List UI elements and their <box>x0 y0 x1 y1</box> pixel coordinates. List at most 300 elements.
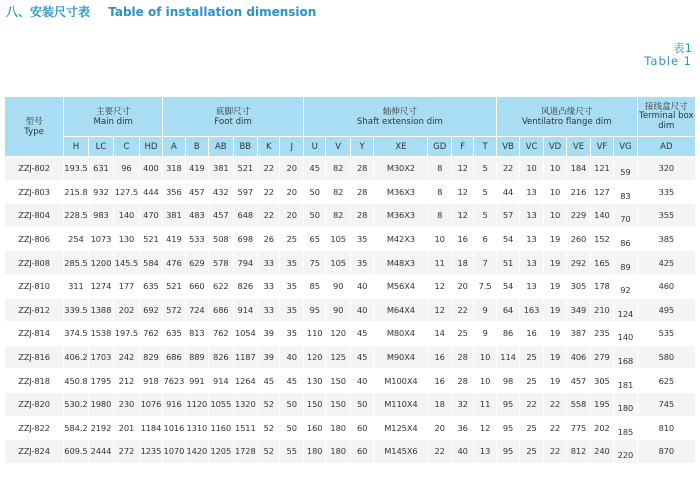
cell-lc: 1980 <box>88 392 114 416</box>
cell-f: 25 <box>451 322 473 346</box>
cell-y: 35 <box>350 227 373 251</box>
cell-u: 160 <box>303 416 325 440</box>
cell-t: 12 <box>474 416 496 440</box>
cell-ad: 425 <box>637 251 695 275</box>
cell-vg <box>614 157 638 181</box>
cell-v: 150 <box>326 392 350 416</box>
type-header-zh: 型号 <box>25 116 43 127</box>
cell-ve: 216 <box>567 180 590 204</box>
cell-gd: 11 <box>428 251 451 275</box>
cell-ad: 580 <box>637 345 695 369</box>
cell-gd: 12 <box>428 298 451 322</box>
cell-h: 450.8 <box>64 369 88 393</box>
cell-vg <box>614 274 638 298</box>
cell-vd: 19 <box>543 322 566 346</box>
column-header-row <box>5 137 696 157</box>
table-row <box>5 157 696 181</box>
cell-gd: 14 <box>428 322 451 346</box>
terminal-dim-header-en: Terminal box dim <box>639 111 694 131</box>
cell-bb: 698 <box>233 227 257 251</box>
column-header-lc: LC <box>88 137 114 157</box>
cell-u: 95 <box>303 298 325 322</box>
cell-k: 22 <box>258 180 280 204</box>
cell-c: 242 <box>114 345 140 369</box>
cell-t: 5 <box>474 180 496 204</box>
column-header-a: A <box>163 137 185 157</box>
cell-y: 45 <box>350 322 373 346</box>
cell-k: 39 <box>258 322 280 346</box>
cell-vd: 19 <box>543 369 566 393</box>
cell-vg-value: 220 <box>617 450 634 461</box>
cell-k: 22 <box>258 157 280 181</box>
cell-lc: 1795 <box>88 369 114 393</box>
cell-lc: 932 <box>88 180 114 204</box>
cell-gd: 18 <box>428 392 451 416</box>
cell-h: 584.2 <box>64 416 88 440</box>
cell-vg-value: 124 <box>617 308 634 319</box>
cell-vg-value: 89 <box>620 261 631 272</box>
cell-c: 197.5 <box>114 322 140 346</box>
cell-ab: 686 <box>209 298 233 322</box>
type-cell: ZZJ-808 <box>5 251 64 275</box>
cell-vc: 25 <box>520 416 543 440</box>
cell-a: 419 <box>163 227 185 251</box>
cell-c: 230 <box>114 392 140 416</box>
installation-dimension-table <box>4 96 696 464</box>
cell-hd: 635 <box>139 274 163 298</box>
cell-y: 28 <box>350 157 373 181</box>
table-row <box>5 322 696 346</box>
column-header-j: J <box>280 137 304 157</box>
cell-bb: 648 <box>233 204 257 228</box>
cell-f: 12 <box>451 180 473 204</box>
cell-hd: 521 <box>139 227 163 251</box>
cell-hd: 829 <box>139 345 163 369</box>
cell-xe: M125X4 <box>374 416 428 440</box>
cell-vc: 163 <box>520 298 543 322</box>
cell-lc: 2192 <box>88 416 114 440</box>
cell-ad: 745 <box>637 392 695 416</box>
column-header-xe: XE <box>374 137 428 157</box>
cell-ve: 184 <box>567 157 590 181</box>
cell-hd: 1235 <box>139 440 163 464</box>
cell-ab: 1055 <box>209 392 233 416</box>
type-header <box>5 97 64 157</box>
cell-v: 150 <box>326 369 350 393</box>
cell-hd: 762 <box>139 322 163 346</box>
cell-u: 180 <box>303 440 325 464</box>
cell-a: 7623 <box>163 369 185 393</box>
cell-k: 39 <box>258 345 280 369</box>
cell-u: 85 <box>303 274 325 298</box>
column-header-vf: VF <box>590 137 613 157</box>
cell-vb: 54 <box>496 274 519 298</box>
cell-b: 724 <box>185 298 208 322</box>
cell-f: 22 <box>451 298 473 322</box>
table-label-chinese: 表1 <box>673 41 692 55</box>
column-header-ab: AB <box>209 137 233 157</box>
cell-vf: 165 <box>590 251 613 275</box>
cell-j: 45 <box>280 369 304 393</box>
cell-ab: 1205 <box>209 440 233 464</box>
cell-vf: 240 <box>590 440 613 464</box>
cell-vg-value: 180 <box>617 403 634 414</box>
cell-h: 285.5 <box>64 251 88 275</box>
cell-vc: 13 <box>520 227 543 251</box>
cell-a: 572 <box>163 298 185 322</box>
cell-y: 40 <box>350 369 373 393</box>
cell-vb: 95 <box>496 392 519 416</box>
cell-j: 35 <box>280 251 304 275</box>
cell-vd: 22 <box>543 440 566 464</box>
column-header-vb: VB <box>496 137 519 157</box>
cell-ve: 406 <box>567 345 590 369</box>
type-cell: ZZJ-818 <box>5 369 64 393</box>
cell-vd: 19 <box>543 298 566 322</box>
cell-vd: 19 <box>543 227 566 251</box>
cell-a: 476 <box>163 251 185 275</box>
cell-u: 75 <box>303 251 325 275</box>
cell-vb: 114 <box>496 345 519 369</box>
cell-y: 60 <box>350 440 373 464</box>
cell-lc: 1073 <box>88 227 114 251</box>
cell-gd: 20 <box>428 416 451 440</box>
cell-k: 52 <box>258 440 280 464</box>
cell-t: 5 <box>474 157 496 181</box>
table-row <box>5 180 696 204</box>
cell-ve: 457 <box>567 369 590 393</box>
cell-c: 202 <box>114 298 140 322</box>
cell-vf: 202 <box>590 416 613 440</box>
cell-vf: 140 <box>590 204 613 228</box>
cell-vd: 19 <box>543 274 566 298</box>
cell-u: 65 <box>303 227 325 251</box>
cell-k: 22 <box>258 204 280 228</box>
cell-k: 33 <box>258 274 280 298</box>
cell-lc: 1200 <box>88 251 114 275</box>
cell-bb: 1054 <box>233 322 257 346</box>
cell-xe: M56X4 <box>374 274 428 298</box>
cell-h: 530.2 <box>64 392 88 416</box>
cell-v: 120 <box>326 322 350 346</box>
cell-vg <box>614 204 638 228</box>
cell-vg-value: 140 <box>617 332 634 343</box>
cell-h: 311 <box>64 274 88 298</box>
cell-gd: 16 <box>428 345 451 369</box>
cell-b: 457 <box>185 180 208 204</box>
cell-f: 16 <box>451 227 473 251</box>
foot-dim-header-zh: 底脚尺寸 <box>215 106 251 117</box>
cell-c: 130 <box>114 227 140 251</box>
cell-ab: 432 <box>209 180 233 204</box>
type-cell: ZZJ-824 <box>5 440 64 464</box>
cell-xe: M100X4 <box>374 369 428 393</box>
cell-b: 533 <box>185 227 208 251</box>
cell-j: 35 <box>280 274 304 298</box>
cell-lc: 631 <box>88 157 114 181</box>
cell-y: 60 <box>350 416 373 440</box>
cell-y: 50 <box>350 392 373 416</box>
cell-vc: 16 <box>520 322 543 346</box>
cell-v: 82 <box>326 157 350 181</box>
cell-bb: 597 <box>233 180 257 204</box>
heading-chinese: 八、安装尺寸表 <box>6 5 91 19</box>
type-cell: ZZJ-820 <box>5 392 64 416</box>
cell-ad: 625 <box>637 369 695 393</box>
cell-v: 105 <box>326 251 350 275</box>
cell-y: 35 <box>350 251 373 275</box>
cell-v: 90 <box>326 298 350 322</box>
cell-hd: 444 <box>139 180 163 204</box>
cell-bb: 1320 <box>233 392 257 416</box>
cell-gd: 22 <box>428 440 451 464</box>
cell-ve: 558 <box>567 392 590 416</box>
table-row <box>5 440 696 464</box>
shaft-dim-header <box>303 97 496 137</box>
cell-f: 32 <box>451 392 473 416</box>
column-header-c: C <box>114 137 140 157</box>
cell-ab: 381 <box>209 157 233 181</box>
shaft-dim-header-zh: 轴伸尺寸 <box>382 106 418 117</box>
cell-ad: 810 <box>637 416 695 440</box>
cell-vf: 235 <box>590 322 613 346</box>
cell-k: 45 <box>258 369 280 393</box>
cell-u: 50 <box>303 180 325 204</box>
cell-vb: 64 <box>496 298 519 322</box>
cell-u: 45 <box>303 157 325 181</box>
cell-y: 40 <box>350 298 373 322</box>
cell-vg-value: 83 <box>620 190 631 201</box>
type-cell: ZZJ-822 <box>5 416 64 440</box>
cell-xe: M64X4 <box>374 298 428 322</box>
cell-vg-value: 70 <box>620 214 631 225</box>
cell-ab: 622 <box>209 274 233 298</box>
type-cell: ZZJ-812 <box>5 298 64 322</box>
cell-vd: 19 <box>543 251 566 275</box>
cell-h: 193.5 <box>64 157 88 181</box>
cell-vd: 22 <box>543 392 566 416</box>
cell-vg <box>614 369 638 393</box>
cell-vd: 10 <box>543 180 566 204</box>
cell-ve: 349 <box>567 298 590 322</box>
cell-vg <box>614 440 638 464</box>
cell-vg <box>614 180 638 204</box>
shaft-dim-header-en: Shaft extension dim <box>356 116 443 127</box>
foot-dim-header-en: Foot dim <box>214 116 252 127</box>
cell-vg-value: 185 <box>617 426 634 437</box>
cell-ab: 826 <box>209 345 233 369</box>
cell-vc: 10 <box>520 157 543 181</box>
table-row <box>5 298 696 322</box>
cell-h: 406.2 <box>64 345 88 369</box>
cell-gd: 8 <box>428 157 451 181</box>
table-body <box>5 157 696 464</box>
cell-lc: 983 <box>88 204 114 228</box>
cell-u: 130 <box>303 369 325 393</box>
column-header-k: K <box>258 137 280 157</box>
column-header-ad: AD <box>637 137 695 157</box>
cell-k: 33 <box>258 298 280 322</box>
cell-bb: 1187 <box>233 345 257 369</box>
cell-y: 28 <box>350 180 373 204</box>
cell-a: 381 <box>163 204 185 228</box>
cell-b: 1310 <box>185 416 208 440</box>
cell-u: 150 <box>303 392 325 416</box>
cell-b: 483 <box>185 204 208 228</box>
cell-vd: 22 <box>543 416 566 440</box>
cell-b: 629 <box>185 251 208 275</box>
cell-vd: 19 <box>543 345 566 369</box>
cell-gd: 10 <box>428 227 451 251</box>
cell-xe: M90X4 <box>374 345 428 369</box>
cell-j: 20 <box>280 204 304 228</box>
cell-bb: 794 <box>233 251 257 275</box>
cell-hd: 692 <box>139 298 163 322</box>
cell-gd: 8 <box>428 204 451 228</box>
column-header-t: T <box>474 137 496 157</box>
column-header-b: B <box>185 137 208 157</box>
cell-t: 7.5 <box>474 274 496 298</box>
cell-j: 40 <box>280 345 304 369</box>
cell-c: 201 <box>114 416 140 440</box>
cell-b: 889 <box>185 345 208 369</box>
cell-h: 374.5 <box>64 322 88 346</box>
cell-vc: 25 <box>520 440 543 464</box>
cell-ab: 457 <box>209 204 233 228</box>
cell-f: 20 <box>451 274 473 298</box>
cell-j: 35 <box>280 322 304 346</box>
cell-f: 28 <box>451 369 473 393</box>
cell-ab: 578 <box>209 251 233 275</box>
cell-a: 356 <box>163 180 185 204</box>
type-cell: ZZJ-806 <box>5 227 64 251</box>
cell-ad: 460 <box>637 274 695 298</box>
cell-lc: 1703 <box>88 345 114 369</box>
cell-a: 635 <box>163 322 185 346</box>
cell-bb: 521 <box>233 157 257 181</box>
cell-ab: 508 <box>209 227 233 251</box>
cell-ve: 292 <box>567 251 590 275</box>
column-header-f: F <box>451 137 473 157</box>
cell-y: 28 <box>350 204 373 228</box>
cell-ve: 812 <box>567 440 590 464</box>
cell-c: 140 <box>114 204 140 228</box>
cell-j: 55 <box>280 440 304 464</box>
cell-c: 145.5 <box>114 251 140 275</box>
cell-ve: 775 <box>567 416 590 440</box>
cell-vc: 13 <box>520 274 543 298</box>
cell-vb: 22 <box>496 157 519 181</box>
cell-vf: 121 <box>590 157 613 181</box>
column-header-vc: VC <box>520 137 543 157</box>
cell-xe: M145X6 <box>374 440 428 464</box>
cell-f: 12 <box>451 157 473 181</box>
cell-f: 12 <box>451 204 473 228</box>
column-header-u: U <box>303 137 325 157</box>
cell-k: 52 <box>258 416 280 440</box>
cell-h: 609.5 <box>64 440 88 464</box>
table-row <box>5 369 696 393</box>
cell-xe: M30X2 <box>374 157 428 181</box>
cell-u: 120 <box>303 345 325 369</box>
cell-vg <box>614 345 638 369</box>
type-cell: ZZJ-816 <box>5 345 64 369</box>
column-header-h: H <box>64 137 88 157</box>
cell-lc: 1388 <box>88 298 114 322</box>
cell-b: 1120 <box>185 392 208 416</box>
cell-vg <box>614 322 638 346</box>
cell-xe: M36X3 <box>374 180 428 204</box>
cell-a: 686 <box>163 345 185 369</box>
cell-t: 11 <box>474 392 496 416</box>
cell-vf: 305 <box>590 369 613 393</box>
cell-j: 35 <box>280 298 304 322</box>
cell-t: 9 <box>474 322 496 346</box>
cell-vf: 178 <box>590 274 613 298</box>
flange-dim-header-zh: 风道凸缘尺寸 <box>540 106 593 117</box>
cell-ad: 385 <box>637 227 695 251</box>
cell-bb: 826 <box>233 274 257 298</box>
cell-a: 318 <box>163 157 185 181</box>
cell-vb: 86 <box>496 322 519 346</box>
cell-bb: 914 <box>233 298 257 322</box>
cell-t: 6 <box>474 227 496 251</box>
cell-b: 1420 <box>185 440 208 464</box>
column-header-vd: VD <box>543 137 566 157</box>
cell-c: 177 <box>114 274 140 298</box>
cell-f: 28 <box>451 345 473 369</box>
table-label <box>644 42 692 68</box>
main-dim-header <box>64 97 163 137</box>
cell-v: 82 <box>326 180 350 204</box>
cell-vc: 25 <box>520 369 543 393</box>
cell-b: 991 <box>185 369 208 393</box>
cell-vc: 13 <box>520 180 543 204</box>
cell-f: 36 <box>451 416 473 440</box>
cell-gd: 12 <box>428 274 451 298</box>
cell-vb: 54 <box>496 227 519 251</box>
cell-ve: 387 <box>567 322 590 346</box>
type-cell: ZZJ-803 <box>5 180 64 204</box>
cell-ad: 870 <box>637 440 695 464</box>
cell-v: 82 <box>326 204 350 228</box>
cell-hd: 584 <box>139 251 163 275</box>
page-heading <box>6 3 316 20</box>
table-row <box>5 345 696 369</box>
cell-vb: 98 <box>496 369 519 393</box>
cell-c: 212 <box>114 369 140 393</box>
table-row <box>5 204 696 228</box>
cell-vc: 13 <box>520 251 543 275</box>
cell-xe: M42X3 <box>374 227 428 251</box>
cell-vb: 95 <box>496 440 519 464</box>
cell-hd: 1184 <box>139 416 163 440</box>
cell-vg <box>614 416 638 440</box>
column-header-hd: HD <box>139 137 163 157</box>
cell-y: 45 <box>350 345 373 369</box>
cell-t: 9 <box>474 298 496 322</box>
cell-y: 40 <box>350 274 373 298</box>
cell-vd: 10 <box>543 204 566 228</box>
cell-ab: 762 <box>209 322 233 346</box>
cell-h: 339.5 <box>64 298 88 322</box>
cell-vg-value: 181 <box>617 379 634 390</box>
cell-f: 18 <box>451 251 473 275</box>
cell-b: 660 <box>185 274 208 298</box>
cell-ve: 305 <box>567 274 590 298</box>
cell-h: 215.8 <box>64 180 88 204</box>
main-dim-header-zh: 主要尺寸 <box>95 106 131 117</box>
